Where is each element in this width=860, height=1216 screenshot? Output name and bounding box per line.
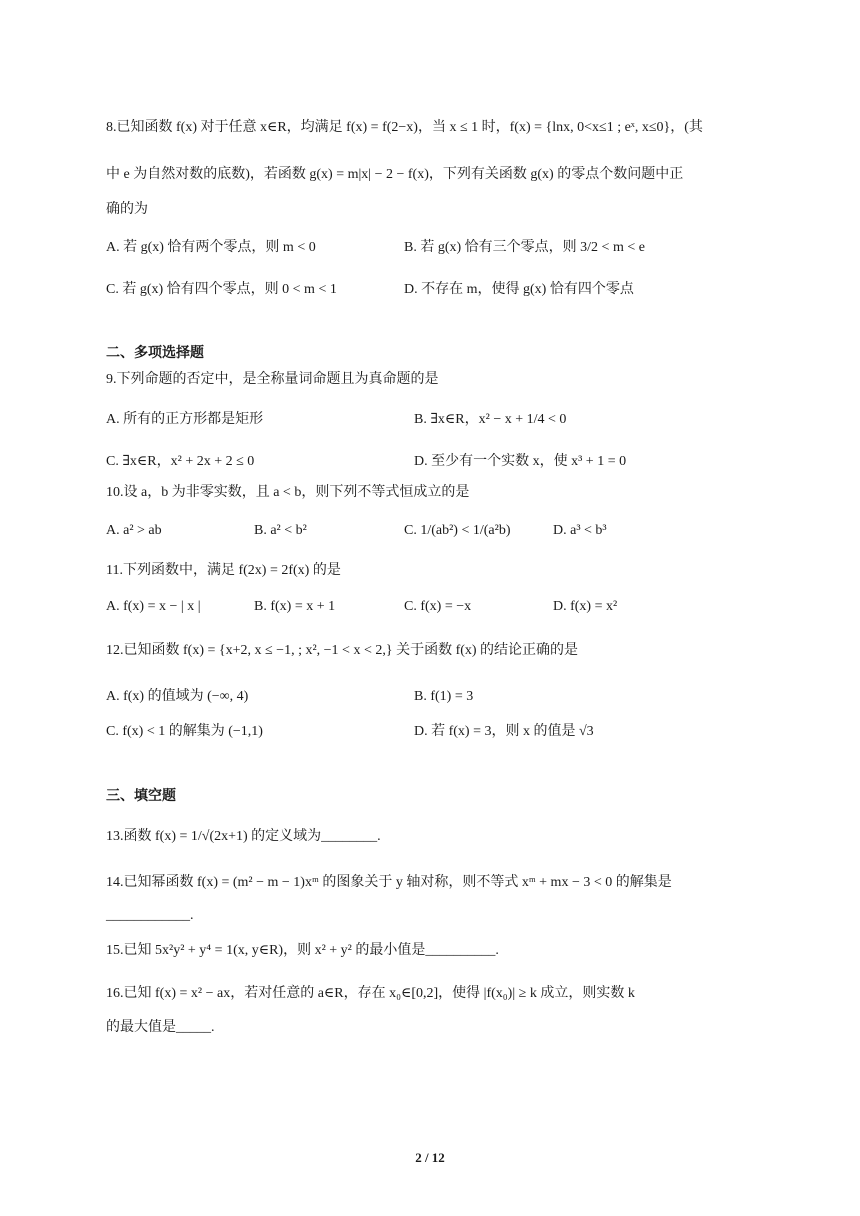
q13-text: 13.函数 f(x) = 1/√(2x+1) 的定义域为________. [106,829,381,844]
q8-option-a: A. 若 g(x) 恰有两个零点，则 m < 0 [106,240,316,255]
q9-stem: 9.下列命题的否定中，是全称量词命题且为真命题的是 [106,372,439,387]
q8-line3: 确的为 [106,202,148,217]
q12-option-c: C. f(x) < 1 的解集为 (−1,1) [106,724,263,739]
q8-option-b: B. 若 g(x) 恰有三个零点，则 3/2 < m < e [404,240,645,255]
q10-option-c: C. 1/(ab²) < 1/(a²b) [404,523,511,538]
q10-option-b: B. a² < b² [254,523,307,538]
q11-option-d: D. f(x) = x² [553,599,618,614]
q16-line1: 16.已知 f(x) = x² − ax，若对任意的 a∈R，存在 x₀∈[0,2]，使得 |f(x₀)| ≥ k 成立，则实数 k [106,986,635,1001]
page-number: 2 / 12 [415,1150,445,1165]
q10-stem: 10.设 a，b 为非零实数，且 a < b，则下列不等式恒成立的是 [106,485,470,500]
q9-option-d: D. 至少有一个实数 x，使 x³ + 1 = 0 [414,454,627,469]
q9-option-b: B. ∃x∈R，x² − x + 1/4 < 0 [414,412,567,427]
q8-line1: 8.已知函数 f(x) 对于任意 x∈R，均满足 f(x) = f(2−x)，当 x ≤ 1 时，f(x) = {lnx, 0<x≤1 ; eˣ, x≤0}，(其 [106,120,703,135]
q14-line2: ____________. [106,908,194,923]
q11-option-b: B. f(x) = x + 1 [254,599,336,614]
q10-option-d: D. a³ < b³ [553,523,607,538]
section-heading-multiple-choice: 二、多项选择题 [106,344,204,360]
q11-stem: 11.下列函数中，满足 f(2x) = 2f(x) 的是 [106,563,341,578]
q11-option-c: C. f(x) = −x [404,599,472,614]
q8-option-d: D. 不存在 m，使得 g(x) 恰有四个零点 [404,282,634,297]
q8-option-c: C. 若 g(x) 恰有四个零点，则 0 < m < 1 [106,282,337,297]
q8-line2: 中 e 为自然对数的底数)，若函数 g(x) = m|x| − 2 − f(x)，下列有关函数 g(x) 的零点个数问题中正 [106,167,684,182]
section-heading-fill-in: 三、填空题 [106,787,176,803]
q9-option-a: A. 所有的正方形都是矩形 [106,412,264,427]
q14-line1: 14.已知幂函数 f(x) = (m² − m − 1)xᵐ 的图象关于 y 轴对称，则不等式 xᵐ + mx − 3 < 0 的解集是 [106,875,672,890]
q10-option-a: A. a² > ab [106,523,162,538]
q12-option-b: B. f(1) = 3 [414,689,474,704]
q12-stem: 12.已知函数 f(x) = {x+2, x ≤ −1, ; x², −1 < x < 2,} 关于函数 f(x) 的结论正确的是 [106,643,579,658]
q15-text: 15.已知 5x²y² + y⁴ = 1(x, y∈R)，则 x² + y² 的最小值是__________. [106,943,499,958]
q12-option-a: A. f(x) 的值域为 (−∞, 4) [106,689,249,704]
q16-line2: 的最大值是_____. [106,1020,215,1035]
q9-option-c: C. ∃x∈R，x² + 2x + 2 ≤ 0 [106,454,255,469]
q11-option-a: A. f(x) = x − | x | [106,599,201,614]
q12-option-d: D. 若 f(x) = 3，则 x 的值是 √3 [414,724,594,739]
